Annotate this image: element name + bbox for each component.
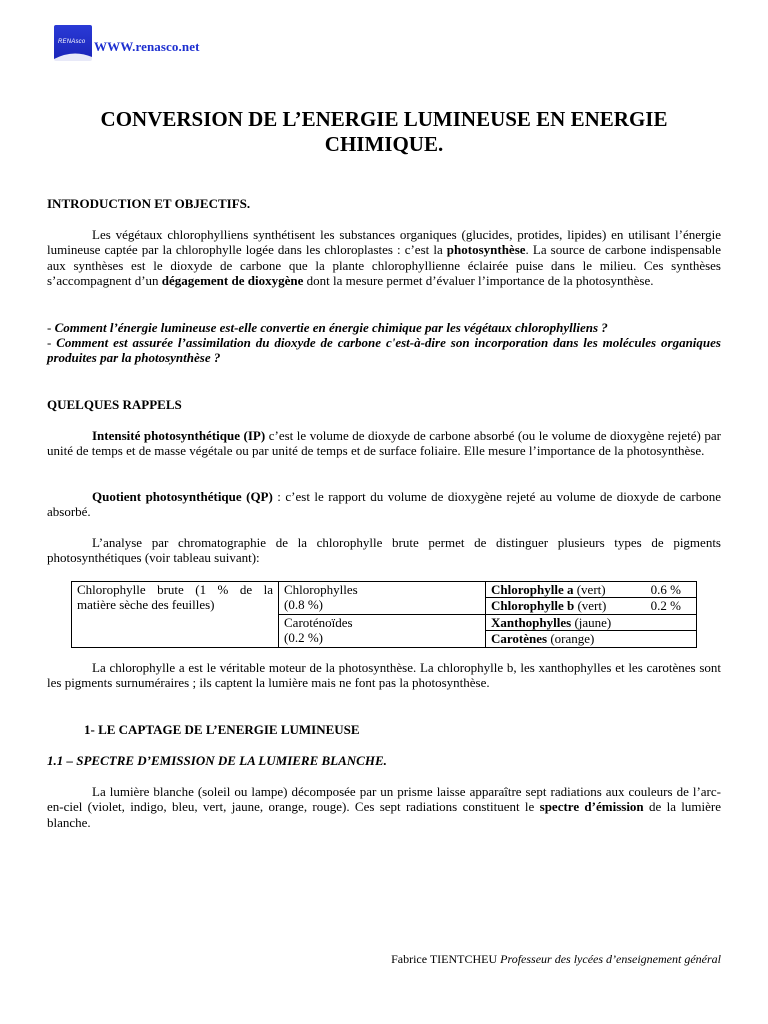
qp-paragraph [47,489,721,520]
carotenes-label: Carotènes [491,631,548,647]
ip-term: Intensité photosynthétique (IP) [92,428,266,443]
carotenes-color: (orange) [547,631,595,647]
section-heading-1: 1- LE CAPTAGE DE L’ENERGIE LUMINEUSE [84,722,360,737]
intro-bold-degagement: dégagement de dioxygène [161,273,304,289]
site-url-link[interactable]: WWW.renasco.net [94,39,200,54]
question-2 [47,335,721,366]
spectre-paragraph [47,784,721,830]
question-text: Comment est assurée l’assimilation du dioxyde de carbone c'est-à-dire son incorporation dans les molécules organiques produites par la photosynthèse ? [47,335,721,366]
question-text: Comment l’énergie lumineuse est-elle convertie en énergie chimique par les végétaux chlorophylliens ? [54,320,608,335]
title-line-1: CONVERSION DE L’ENERGIE LUMINEUSE EN ENERGIE [100,107,668,131]
chlorophylle-a-pct: 0.6 % [650,582,681,597]
section-heading-rappels: QUELQUES RAPPELS [47,397,182,412]
question-dash: - [47,320,55,335]
logo-swoosh-icon [54,51,92,61]
footer-role: Professeur des lycées d’enseignement général [500,952,721,966]
carotenoides-label: Caroténoïdes [284,614,353,630]
spectre-text-c: de la lumière blanche. [47,799,721,830]
renasco-logo[interactable] [54,25,92,61]
xanthophylles-color: (jaune) [571,614,612,630]
spectre-text-a: La lumière blanche (soleil ou lampe) décomposée par un prisme laisse apparaître sept radiations aux couleurs de l’arc-en-ciel (violet, indigo, bleu, vert, jaune, orange, rouge). Ces sept radiations constituent le [47,784,721,815]
table-cell-carotenes [486,631,697,647]
section-heading-intro: INTRODUCTION ET OBJECTIFS. [47,196,251,211]
question-1 [47,320,721,335]
section-heading-1-1: 1.1 – SPECTRE D’EMISSION DE LA LUMIERE BLANCHE. [47,753,387,768]
chlorophylles-label: Chlorophylles [284,582,358,597]
footer-author: Fabrice TIENTCHEU [391,952,501,966]
pigments-table [71,581,697,648]
chlorophylles-pct: (0.8 %) [284,597,323,613]
chlorophylle-a-color: (vert) [573,582,606,597]
qp-definition: : c’est le rapport du volume de dioxygène rejeté au volume de dioxyde de carbone absorbé. [47,489,721,520]
xanthophylles-label: Xanthophylles [491,614,572,630]
intro-text-a: Les végétaux chlorophylliens synthétisent les substances organiques (glucides, protides, lipides) en utilisant l’énergie lumineuse captée par la chlorophylle logée dans les chloroplastes : c’est la [47,227,721,258]
title-line-2: CHIMIQUE. [324,132,444,156]
ip-definition: c’est le volume de dioxyde de carbone absorbé (ou le volume de dioxygène rejeté) par unité de temps et de masse végétale ou par unité de temps et de surface foliaire. Elle mesure l’importance de la photosynthèse. [47,428,722,459]
table-cell-chlorophylle-a [486,582,697,598]
chlorophylle-paragraph [47,660,721,691]
chlorophylle-a-label: Chlorophylle a [491,582,574,597]
chlorophylle-text: La chlorophylle a est le véritable moteur de la photosynthèse. La chlorophylle b, les xanthophylles et les carotènes sont les pigments surnuméraires ; ils captent la lumière mais ne font pas la photosynthèse. [47,660,721,691]
page-footer [391,952,721,967]
chromatography-text: L’analyse par chromatographie de la chlorophylle brute permet de distinguer plusieurs types de pigments photosynthétiques (voir tableau suivant): [47,535,721,566]
question-dash: - [47,335,57,350]
carotenoides-pct: (0.2 %) [284,630,323,646]
chlorophylle-b-label: Chlorophylle b [491,598,575,614]
chlorophylle-b-color: (vert) [574,598,607,614]
document-title [47,107,721,157]
spectre-bold: spectre d’émission [539,799,644,815]
table-row [72,582,697,598]
intro-text-e: dont la mesure permet d’évaluer l’importance de la photosynthèse. [303,273,654,289]
table-cell-chlorophylles [279,582,486,615]
ip-paragraph [47,428,721,459]
table-cell-chlorophylle-b [486,598,697,614]
table-cell-chlorophylle-brute: Chlorophylle brute (1 % de la matière sèche des feuilles) [72,582,279,648]
intro-bold-photosynthese: photosynthèse [446,242,526,258]
chromatography-paragraph [47,535,721,566]
site-header [54,25,254,63]
intro-text-c: . La source de carbone indispensable aux synthèses est le dioxyde de carbone que la plante chlorophyllienne éclairée puise dans le milieu. Ces synthèses s’accompagnent d’un [47,242,721,289]
table-cell-xanthophylles [486,614,697,630]
qp-term: Quotient photosynthétique (QP) [92,489,273,504]
logo-text: RENAsco [58,39,86,45]
chlorophylle-b-pct: 0.2 % [650,598,681,614]
intro-paragraph [47,227,721,289]
table-cell-carotenoides [279,614,486,647]
